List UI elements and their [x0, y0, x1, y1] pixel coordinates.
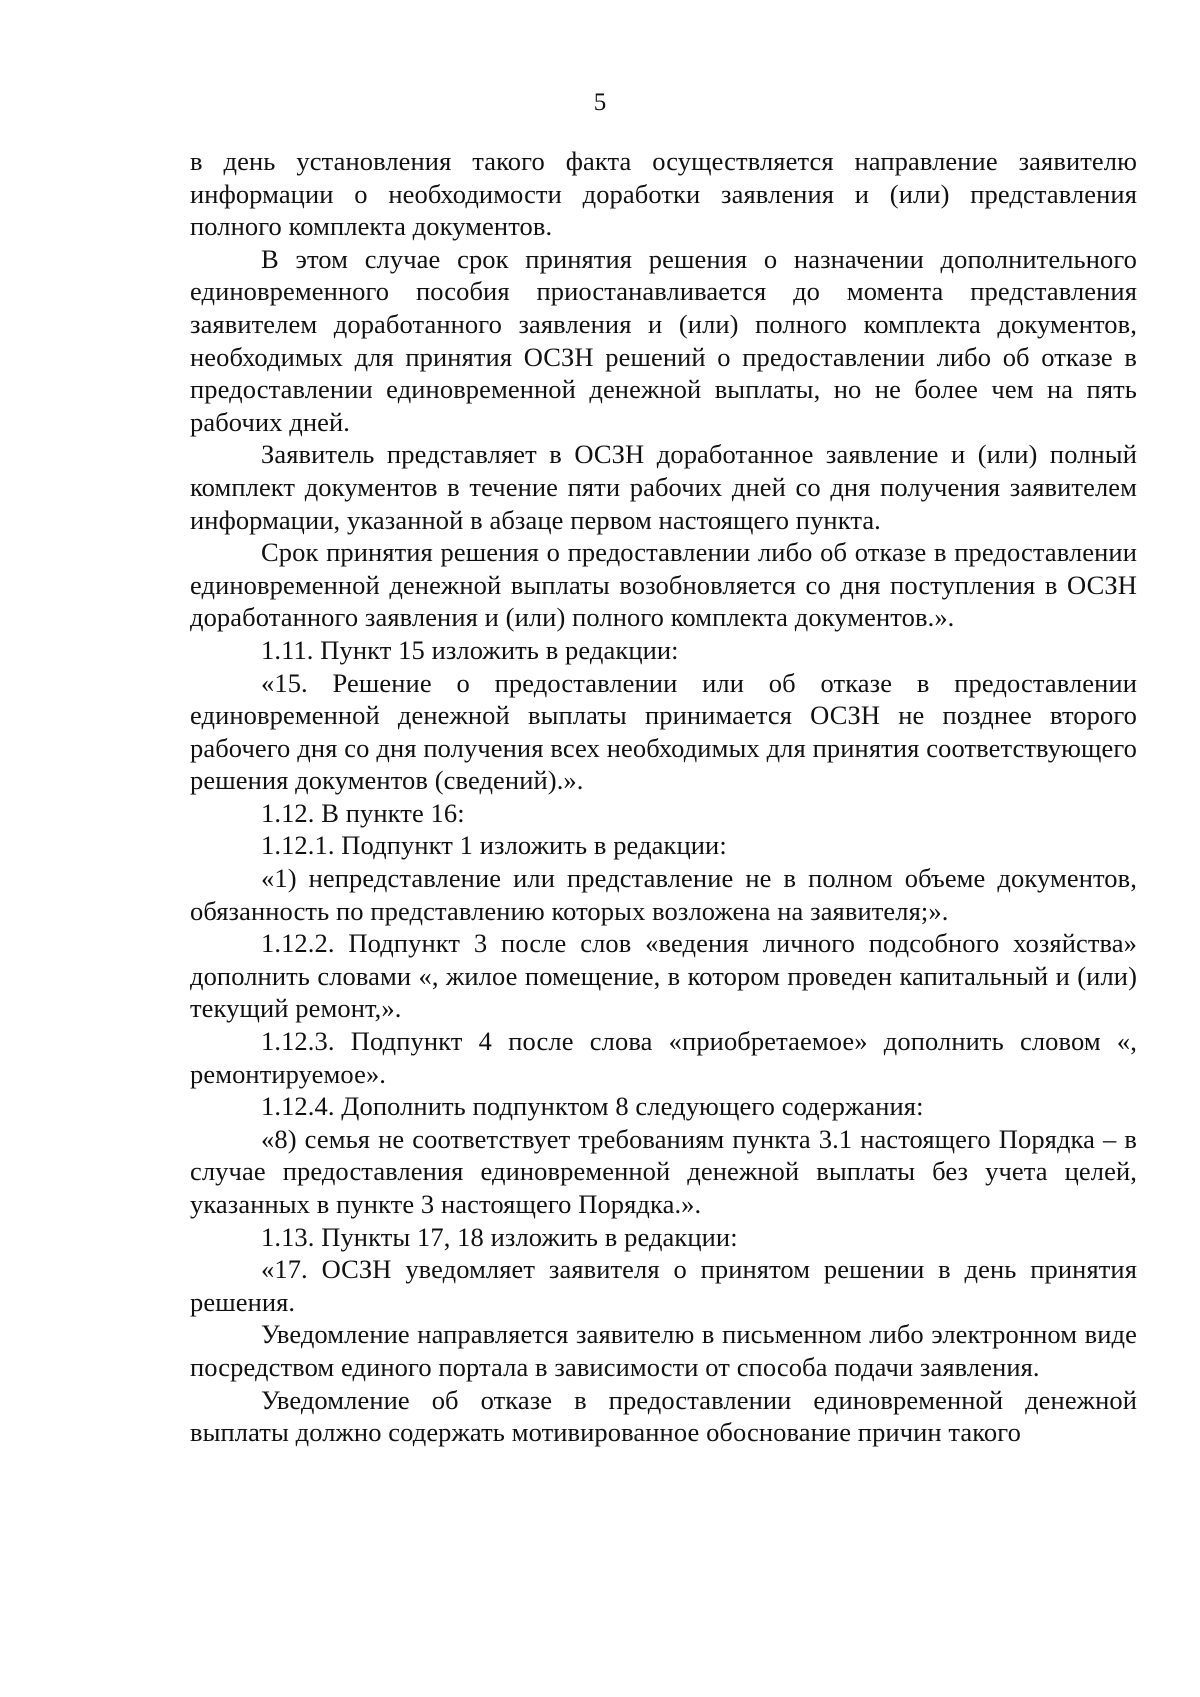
- paragraph: «17. ОСЗН уведомляет заявителя о принятом решении в день принятия решения.: [190, 1254, 1137, 1317]
- paragraph: 1.12. В пункте 16:: [261, 797, 465, 828]
- paragraph: Уведомление направляется заявителю в письменном либо электронном виде посредством единого портала в зависимости от способа подачи заявления.: [190, 1319, 1137, 1382]
- paragraph: В этом случае срок принятия решения о назначении дополнительного единовременного пособия приостанавливается до момента представления заявителем доработанного заявления и (или) полного комплекта документов, необходимых для принятия ОСЗН решений о предоставлении либо об отказе в предоставлении единовременной денежной выплаты, но не более чем на пять рабочих дней.: [190, 243, 1137, 437]
- paragraph: «8) семья не соответствует требованиям пункта 3.1 настоящего Порядка – в случае предоставления единовременной денежной выплаты без учета целей, указанных в пункте 3 настоящего Порядка.».: [190, 1123, 1137, 1219]
- paragraph: 1.12.3. Подпункт 4 после слова «приобретаемое» дополнить словом «, ремонтируемое».: [190, 1026, 1137, 1089]
- paragraph: Уведомление об отказе в предоставлении единовременной денежной выплаты должно содержать мотивированное обоснование причин такого: [190, 1384, 1137, 1448]
- paragraph: 1.13. Пункты 17, 18 изложить в редакции:: [261, 1221, 738, 1252]
- page-number: 5: [593, 89, 607, 116]
- paragraph: 1.12.2. Подпункт 3 после слов «ведения личного подсобного хозяйства» дополнить словами «, жилое помещение, в котором проведен капитальный и (или) текущий ремонт,».: [190, 928, 1137, 1024]
- paragraph: в день установления такого факта осуществляется направление заявителю информации о необходимости доработки заявления и (или) представления полного комплекта документов.: [190, 146, 1137, 242]
- paragraph: 1.12.4. Дополнить подпунктом 8 следующего содержания:: [261, 1091, 924, 1122]
- paragraph: 1.12.1. Подпункт 1 изложить в редакции:: [261, 830, 727, 861]
- paragraph: Заявитель представляет в ОСЗН доработанное заявление и (или) полный комплект документов в течение пяти рабочих дней со дня получения заявителем информации, указанной в абзаце первом настоящего пункта.: [190, 439, 1137, 535]
- paragraph: «15. Решение о предоставлении или об отказе в предоставлении единовременной денежной выплаты принимается ОСЗН не позднее второго рабочего дня со дня получения всех необходимых для принятия соответствующего решения документов (сведений).».: [190, 667, 1137, 796]
- paragraph: Срок принятия решения о предоставлении либо об отказе в предоставлении единовременной денежной выплаты возобновляется со дня поступления в ОСЗН доработанного заявления и (или) полного комплекта документов.».: [190, 537, 1137, 633]
- paragraph: «1) непредставление или представление не в полном объеме документов, обязанность по представлению которых возложена на заявителя;».: [190, 863, 1137, 926]
- paragraph: 1.11. Пункт 15 изложить в редакции:: [261, 634, 679, 665]
- document-body: [190, 145, 1137, 1449]
